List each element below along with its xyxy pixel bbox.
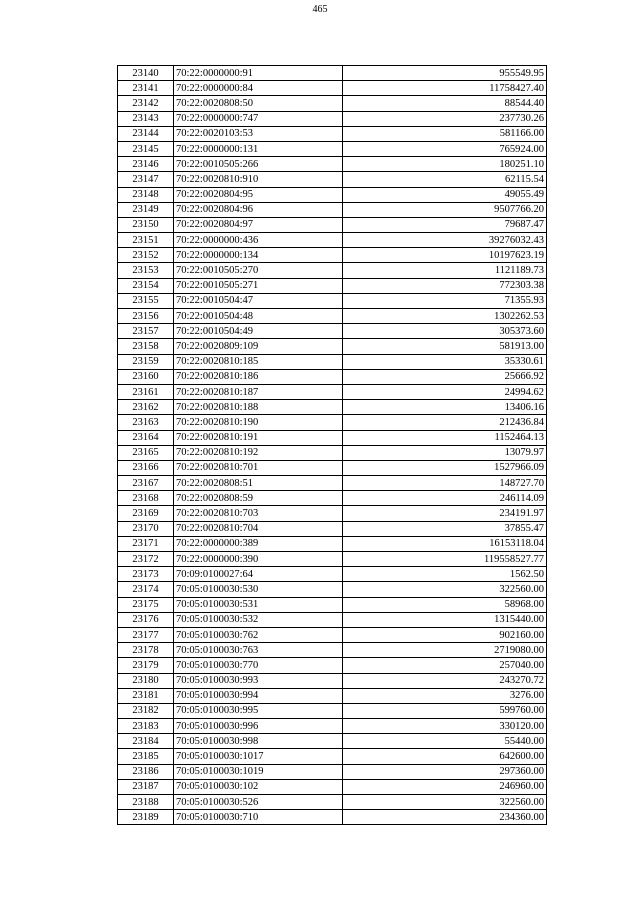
value-cell: 212436.84 xyxy=(343,415,547,430)
table-row xyxy=(118,369,547,384)
value-cell: 1152464.13 xyxy=(343,430,547,445)
row-number-cell: 23166 xyxy=(118,460,174,475)
row-number-cell: 23154 xyxy=(118,278,174,293)
table-body xyxy=(118,66,547,825)
cadastral-number-cell: 70:22:0000000:389 xyxy=(174,536,343,551)
table-row xyxy=(118,400,547,415)
table-row xyxy=(118,293,547,308)
table-row xyxy=(118,521,547,536)
value-cell: 1527966.09 xyxy=(343,460,547,475)
value-cell: 16153118.04 xyxy=(343,536,547,551)
value-cell: 3276.00 xyxy=(343,688,547,703)
value-cell: 119558527.77 xyxy=(343,552,547,567)
table-row xyxy=(118,764,547,779)
value-cell: 49055.49 xyxy=(343,187,547,202)
table-row xyxy=(118,309,547,324)
cadastral-number-cell: 70:22:0020808:50 xyxy=(174,96,343,111)
table-row xyxy=(118,354,547,369)
table-row xyxy=(118,582,547,597)
value-cell: 35330.61 xyxy=(343,354,547,369)
row-number-cell: 23165 xyxy=(118,445,174,460)
cadastral-number-cell: 70:22:0000000:747 xyxy=(174,111,343,126)
row-number-cell: 23182 xyxy=(118,703,174,718)
table-row xyxy=(118,263,547,278)
value-cell: 642600.00 xyxy=(343,749,547,764)
cadastral-number-cell: 70:05:0100030:526 xyxy=(174,795,343,810)
table-row xyxy=(118,552,547,567)
row-number-cell: 23152 xyxy=(118,248,174,263)
cadastral-number-cell: 70:05:0100030:531 xyxy=(174,597,343,612)
cadastral-number-cell: 70:05:0100030:1019 xyxy=(174,764,343,779)
value-cell: 581166.00 xyxy=(343,126,547,141)
row-number-cell: 23149 xyxy=(118,202,174,217)
value-cell: 9507766.20 xyxy=(343,202,547,217)
cadastral-number-cell: 70:22:0020810:185 xyxy=(174,354,343,369)
cadastral-number-cell: 70:05:0100030:995 xyxy=(174,703,343,718)
table-row xyxy=(118,506,547,521)
cadastral-number-cell: 70:22:0020810:910 xyxy=(174,172,343,187)
row-number-cell: 23150 xyxy=(118,217,174,232)
cadastral-number-cell: 70:22:0010504:47 xyxy=(174,293,343,308)
cadastral-number-cell: 70:22:0000000:84 xyxy=(174,81,343,96)
value-cell: 234360.00 xyxy=(343,810,547,825)
table-row xyxy=(118,233,547,248)
value-cell: 322560.00 xyxy=(343,582,547,597)
cadastral-number-cell: 70:22:0020810:192 xyxy=(174,445,343,460)
table-row xyxy=(118,202,547,217)
row-number-cell: 23153 xyxy=(118,263,174,278)
table-row xyxy=(118,627,547,642)
value-cell: 955549.95 xyxy=(343,66,547,81)
value-cell: 1302262.53 xyxy=(343,309,547,324)
row-number-cell: 23147 xyxy=(118,172,174,187)
row-number-cell: 23189 xyxy=(118,810,174,825)
cadastral-number-cell: 70:22:0020809:109 xyxy=(174,339,343,354)
table-row xyxy=(118,187,547,202)
table-row xyxy=(118,795,547,810)
row-number-cell: 23159 xyxy=(118,354,174,369)
value-cell: 2719080.00 xyxy=(343,643,547,658)
row-number-cell: 23170 xyxy=(118,521,174,536)
cadastral-number-cell: 70:05:0100030:996 xyxy=(174,719,343,734)
table-row xyxy=(118,536,547,551)
value-cell: 305373.60 xyxy=(343,324,547,339)
value-cell: 246960.00 xyxy=(343,779,547,794)
cadastral-number-cell: 70:22:0020103:53 xyxy=(174,126,343,141)
cadastral-number-cell: 70:05:0100030:994 xyxy=(174,688,343,703)
value-cell: 39276032.43 xyxy=(343,233,547,248)
table-row xyxy=(118,476,547,491)
table-row xyxy=(118,384,547,399)
value-cell: 257040.00 xyxy=(343,658,547,673)
row-number-cell: 23173 xyxy=(118,567,174,582)
cadastral-number-cell: 70:09:0100027:64 xyxy=(174,567,343,582)
table-row xyxy=(118,749,547,764)
value-cell: 55440.00 xyxy=(343,734,547,749)
row-number-cell: 23174 xyxy=(118,582,174,597)
row-number-cell: 23145 xyxy=(118,141,174,156)
row-number-cell: 23163 xyxy=(118,415,174,430)
value-cell: 71355.93 xyxy=(343,293,547,308)
cadastral-number-cell: 70:22:0020810:703 xyxy=(174,506,343,521)
row-number-cell: 23158 xyxy=(118,339,174,354)
table-row xyxy=(118,217,547,232)
table-row xyxy=(118,612,547,627)
cadastral-number-cell: 70:05:0100030:770 xyxy=(174,658,343,673)
row-number-cell: 23156 xyxy=(118,309,174,324)
table-row xyxy=(118,415,547,430)
row-number-cell: 23178 xyxy=(118,643,174,658)
row-number-cell: 23141 xyxy=(118,81,174,96)
table-row xyxy=(118,96,547,111)
cadastral-number-cell: 70:05:0100030:1017 xyxy=(174,749,343,764)
row-number-cell: 23180 xyxy=(118,673,174,688)
row-number-cell: 23179 xyxy=(118,658,174,673)
cadastral-number-cell: 70:22:0020804:95 xyxy=(174,187,343,202)
value-cell: 37855.47 xyxy=(343,521,547,536)
row-number-cell: 23172 xyxy=(118,552,174,567)
cadastral-number-cell: 70:22:0020810:188 xyxy=(174,400,343,415)
cadastral-number-cell: 70:05:0100030:763 xyxy=(174,643,343,658)
value-cell: 765924.00 xyxy=(343,141,547,156)
table-row xyxy=(118,460,547,475)
cadastral-number-cell: 70:22:0020810:190 xyxy=(174,415,343,430)
value-cell: 88544.40 xyxy=(343,96,547,111)
value-cell: 330120.00 xyxy=(343,719,547,734)
value-cell: 297360.00 xyxy=(343,764,547,779)
cadastral-number-cell: 70:22:0010504:49 xyxy=(174,324,343,339)
row-number-cell: 23157 xyxy=(118,324,174,339)
table-row xyxy=(118,339,547,354)
value-cell: 10197623.19 xyxy=(343,248,547,263)
row-number-cell: 23171 xyxy=(118,536,174,551)
table-row xyxy=(118,673,547,688)
row-number-cell: 23148 xyxy=(118,187,174,202)
row-number-cell: 23168 xyxy=(118,491,174,506)
row-number-cell: 23143 xyxy=(118,111,174,126)
table-row xyxy=(118,248,547,263)
data-table xyxy=(117,65,547,825)
table-row xyxy=(118,81,547,96)
table-row xyxy=(118,445,547,460)
cadastral-number-cell: 70:22:0010505:266 xyxy=(174,157,343,172)
value-cell: 1121189.73 xyxy=(343,263,547,278)
table-row xyxy=(118,719,547,734)
table-row xyxy=(118,703,547,718)
value-cell: 599760.00 xyxy=(343,703,547,718)
value-cell: 902160.00 xyxy=(343,627,547,642)
value-cell: 322560.00 xyxy=(343,795,547,810)
cadastral-number-cell: 70:22:0000000:131 xyxy=(174,141,343,156)
table-row xyxy=(118,141,547,156)
cadastral-number-cell: 70:22:0020810:187 xyxy=(174,384,343,399)
cadastral-number-cell: 70:05:0100030:102 xyxy=(174,779,343,794)
table-row xyxy=(118,430,547,445)
cadastral-number-cell: 70:22:0000000:91 xyxy=(174,66,343,81)
row-number-cell: 23155 xyxy=(118,293,174,308)
cadastral-number-cell: 70:22:0020804:97 xyxy=(174,217,343,232)
table-row xyxy=(118,491,547,506)
table-row xyxy=(118,658,547,673)
table-row xyxy=(118,157,547,172)
row-number-cell: 23161 xyxy=(118,384,174,399)
cadastral-number-cell: 70:05:0100030:532 xyxy=(174,612,343,627)
table-row xyxy=(118,66,547,81)
row-number-cell: 23144 xyxy=(118,126,174,141)
table-row xyxy=(118,567,547,582)
row-number-cell: 23169 xyxy=(118,506,174,521)
row-number-cell: 23177 xyxy=(118,627,174,642)
value-cell: 13406.16 xyxy=(343,400,547,415)
value-cell: 25666.92 xyxy=(343,369,547,384)
cadastral-number-cell: 70:22:0000000:390 xyxy=(174,552,343,567)
row-number-cell: 23160 xyxy=(118,369,174,384)
cadastral-number-cell: 70:22:0020808:51 xyxy=(174,476,343,491)
value-cell: 234191.97 xyxy=(343,506,547,521)
row-number-cell: 23164 xyxy=(118,430,174,445)
value-cell: 1315440.00 xyxy=(343,612,547,627)
cadastral-number-cell: 70:22:0000000:436 xyxy=(174,233,343,248)
cadastral-number-cell: 70:22:0020808:59 xyxy=(174,491,343,506)
table-row xyxy=(118,643,547,658)
value-cell: 1562.50 xyxy=(343,567,547,582)
cadastral-number-cell: 70:22:0000000:134 xyxy=(174,248,343,263)
page-number: 465 xyxy=(312,4,328,15)
table-row xyxy=(118,597,547,612)
table-row xyxy=(118,734,547,749)
cadastral-number-cell: 70:05:0100030:710 xyxy=(174,810,343,825)
value-cell: 13079.97 xyxy=(343,445,547,460)
value-cell: 772303.38 xyxy=(343,278,547,293)
row-number-cell: 23140 xyxy=(118,66,174,81)
row-number-cell: 23167 xyxy=(118,476,174,491)
value-cell: 24994.62 xyxy=(343,384,547,399)
row-number-cell: 23175 xyxy=(118,597,174,612)
value-cell: 581913.00 xyxy=(343,339,547,354)
table-row xyxy=(118,810,547,825)
row-number-cell: 23187 xyxy=(118,779,174,794)
row-number-cell: 23185 xyxy=(118,749,174,764)
value-cell: 243270.72 xyxy=(343,673,547,688)
cadastral-number-cell: 70:05:0100030:530 xyxy=(174,582,343,597)
row-number-cell: 23188 xyxy=(118,795,174,810)
cadastral-number-cell: 70:05:0100030:998 xyxy=(174,734,343,749)
value-cell: 148727.70 xyxy=(343,476,547,491)
value-cell: 180251.10 xyxy=(343,157,547,172)
table-row xyxy=(118,324,547,339)
cadastral-number-cell: 70:22:0020810:191 xyxy=(174,430,343,445)
row-number-cell: 23146 xyxy=(118,157,174,172)
cadastral-number-cell: 70:22:0020810:186 xyxy=(174,369,343,384)
row-number-cell: 23181 xyxy=(118,688,174,703)
cadastral-number-cell: 70:05:0100030:762 xyxy=(174,627,343,642)
cadastral-number-cell: 70:22:0010504:48 xyxy=(174,309,343,324)
value-cell: 62115.54 xyxy=(343,172,547,187)
row-number-cell: 23162 xyxy=(118,400,174,415)
value-cell: 79687.47 xyxy=(343,217,547,232)
table-row xyxy=(118,172,547,187)
table-row xyxy=(118,688,547,703)
table-row xyxy=(118,278,547,293)
cadastral-number-cell: 70:22:0020810:701 xyxy=(174,460,343,475)
table-row xyxy=(118,126,547,141)
cadastral-number-cell: 70:22:0010505:271 xyxy=(174,278,343,293)
cadastral-number-cell: 70:22:0020810:704 xyxy=(174,521,343,536)
value-cell: 237730.26 xyxy=(343,111,547,126)
row-number-cell: 23183 xyxy=(118,719,174,734)
table-row xyxy=(118,779,547,794)
row-number-cell: 23176 xyxy=(118,612,174,627)
table-row xyxy=(118,111,547,126)
cadastral-number-cell: 70:22:0010505:270 xyxy=(174,263,343,278)
row-number-cell: 23186 xyxy=(118,764,174,779)
row-number-cell: 23151 xyxy=(118,233,174,248)
value-cell: 246114.09 xyxy=(343,491,547,506)
row-number-cell: 23184 xyxy=(118,734,174,749)
cadastral-number-cell: 70:22:0020804:96 xyxy=(174,202,343,217)
cadastral-number-cell: 70:05:0100030:993 xyxy=(174,673,343,688)
value-cell: 11758427.40 xyxy=(343,81,547,96)
row-number-cell: 23142 xyxy=(118,96,174,111)
value-cell: 58968.00 xyxy=(343,597,547,612)
